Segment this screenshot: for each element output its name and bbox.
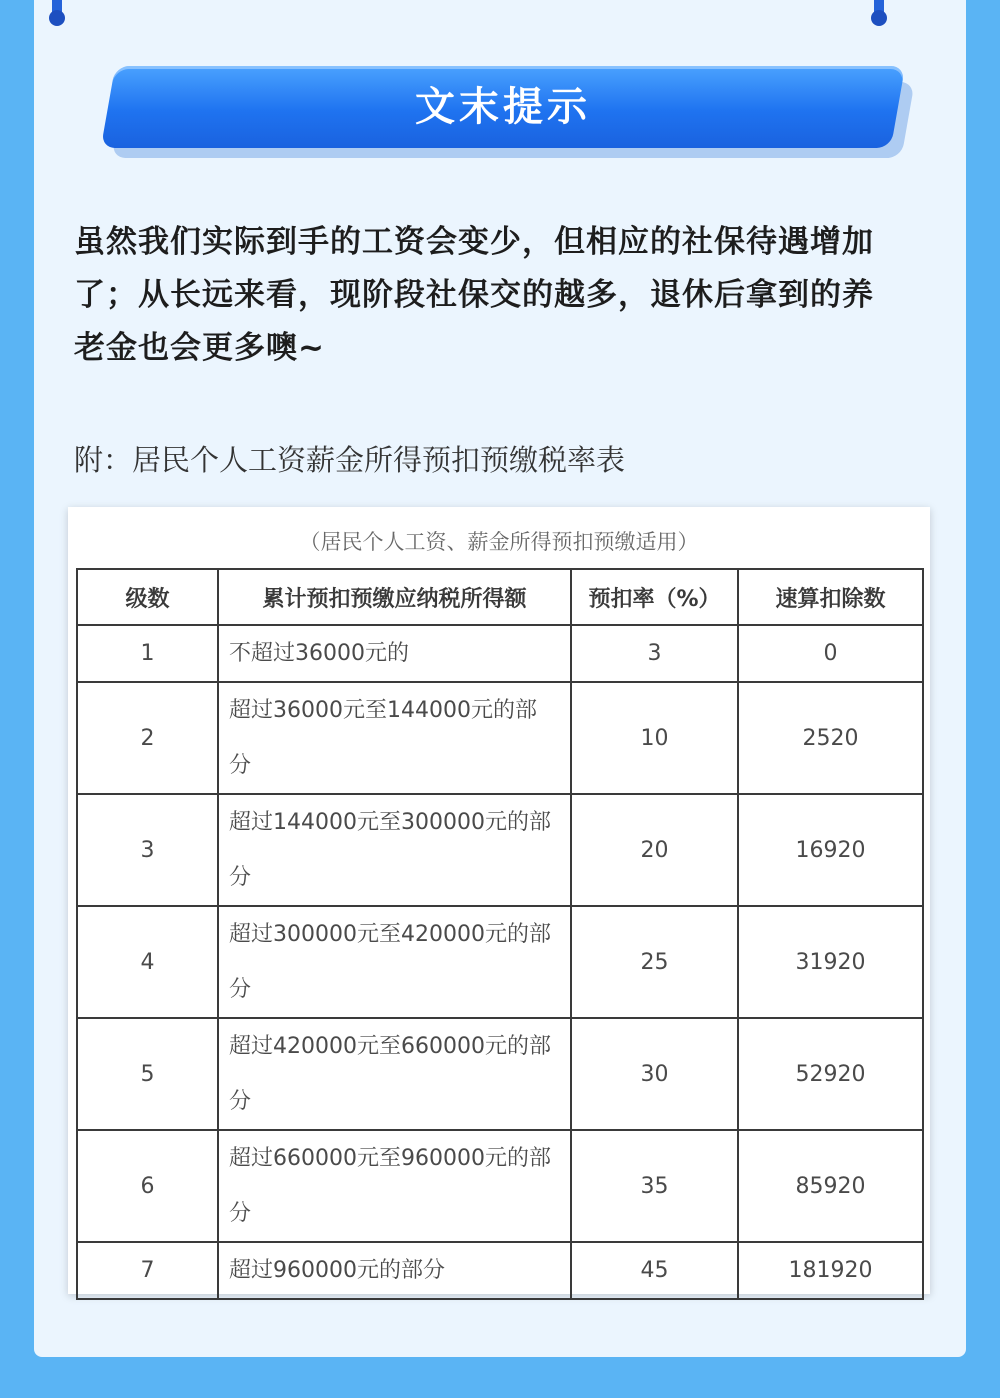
cell-income: 超过960000元的部分 [218, 1242, 571, 1299]
header-income: 累计预扣预缴应纳税所得额 [218, 569, 571, 625]
cell-deduction: 0 [738, 625, 923, 682]
cell-rate: 25 [571, 906, 738, 1018]
table-row [77, 1242, 923, 1299]
cell-deduction: 85920 [738, 1130, 923, 1242]
pin-left-decoration [52, 0, 62, 18]
table-caption: （居民个人工资、薪金所得预扣预缴适用） [299, 530, 699, 554]
cell-level: 3 [77, 794, 218, 906]
table-row [77, 794, 923, 906]
cell-deduction: 31920 [738, 906, 923, 1018]
cell-level: 1 [77, 625, 218, 682]
cell-deduction: 52920 [738, 1018, 923, 1130]
body-paragraph: 虽然我们实际到手的工资会变少，但相应的社保待遇增加了；从长远来看，现阶段社保交的越多，退休后拿到的养老金也会更多噢~ [74, 224, 874, 366]
cell-deduction: 16920 [738, 794, 923, 906]
cell-income: 超过300000元至420000元的部分 [218, 906, 571, 1018]
cell-rate: 35 [571, 1130, 738, 1242]
cell-income: 超过660000元至960000元的部分 [218, 1130, 571, 1242]
table-header-row [77, 569, 923, 625]
tax-rate-table-card [68, 507, 930, 1294]
header-rate: 预扣率（%） [571, 569, 738, 625]
cell-rate: 20 [571, 794, 738, 906]
table-row [77, 625, 923, 682]
cell-rate: 30 [571, 1018, 738, 1130]
pin-right-decoration [874, 0, 884, 18]
cell-level: 6 [77, 1130, 218, 1242]
header-level: 级数 [77, 569, 218, 625]
cell-level: 5 [77, 1018, 218, 1130]
cell-level: 7 [77, 1242, 218, 1299]
table-row [77, 682, 923, 794]
tax-rate-table [76, 568, 924, 1300]
table-row [77, 906, 923, 1018]
cell-rate: 10 [571, 682, 738, 794]
cell-level: 4 [77, 906, 218, 1018]
cell-level: 2 [77, 682, 218, 794]
cell-deduction: 181920 [738, 1242, 923, 1299]
table-row [77, 1018, 923, 1130]
cell-income: 不超过36000元的 [218, 625, 571, 682]
appendix-label: 附：居民个人工资薪金所得预扣预缴税率表 [74, 443, 626, 477]
cell-rate: 45 [571, 1242, 738, 1299]
header-deduction: 速算扣除数 [738, 569, 923, 625]
cell-rate: 3 [571, 625, 738, 682]
cell-income: 超过36000元至144000元的部分 [218, 682, 571, 794]
cell-income: 超过420000元至660000元的部分 [218, 1018, 571, 1130]
cell-income: 超过144000元至300000元的部分 [218, 794, 571, 906]
table-row [77, 1130, 923, 1242]
cell-deduction: 2520 [738, 682, 923, 794]
banner-title: 文末提示 [415, 84, 591, 130]
